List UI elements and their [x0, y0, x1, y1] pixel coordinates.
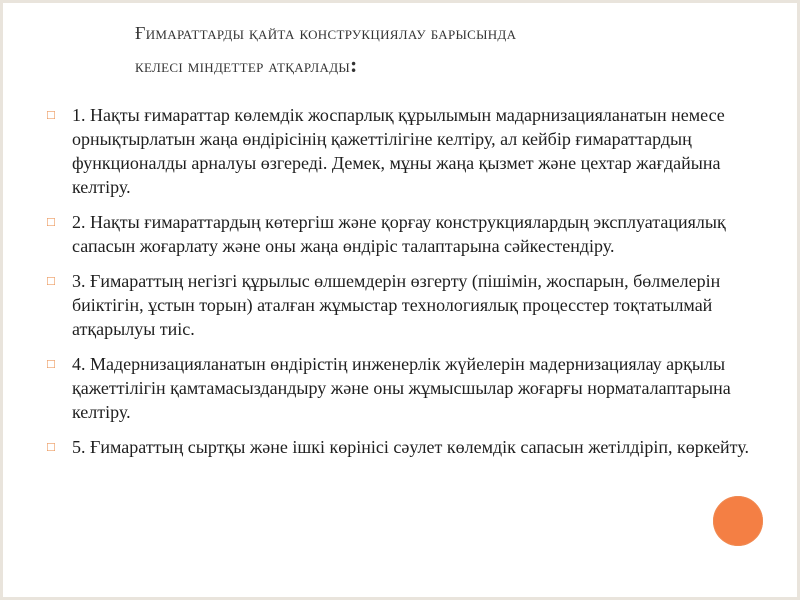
- list-item-text: 2. Нақты ғимараттардың көтергіш және қорғау конструкциялардың эксплуатациялық сапасын жоғарлату және оны жаңа өндіріс талаптарына сәйкестендіру.: [72, 212, 726, 256]
- slide-title-colon: :: [350, 52, 358, 77]
- bullet-icon: □: [47, 439, 55, 454]
- slide-title: [135, 18, 735, 82]
- bullet-icon: □: [47, 214, 55, 229]
- task-list: [47, 103, 767, 470]
- list-item: [47, 269, 767, 341]
- bullet-icon: □: [47, 356, 55, 371]
- list-item: [47, 103, 767, 199]
- slide-title-line-2: келесі міндеттер атқарлады: [135, 56, 351, 76]
- list-item-text: 3. Ғимараттың негізгі құрылыс өлшемдерін өзгерту (пішімін, жоспарын, бөлмелерін биіктігін, ұстын торын) аталған жұмыстар технологиялық процесстер тоқтатылмай атқарылуы тиіс.: [72, 271, 721, 339]
- bullet-icon: □: [47, 273, 55, 288]
- slide-title-line-1: Ғимараттарды қайта конструкциялау барысында: [135, 23, 517, 43]
- bullet-icon: □: [47, 107, 55, 122]
- list-item: [47, 352, 767, 424]
- decorative-circle: [713, 496, 763, 546]
- list-item-text: 5. Ғимараттың сыртқы және ішкі көрінісі сәулет көлемдік сапасын жетілдіріп, көркейту.: [72, 437, 750, 457]
- list-item-text: 4. Мадернизацияланатын өндірістің инженерлік жүйелерін мадернизациялау арқылы қажеттілігін қамтамасыздандыру және оны жұмысшылар жоғарғы норматалаптарына келтіру.: [72, 354, 731, 422]
- list-item-text: 1. Нақты ғимараттар көлемдік жоспарлық құрылымын мадарнизацияланатын немесе орнықтырлатын жаңа өндірісінің қажеттілігіне келтіру, ал кейбір ғимараттардың функционалды арналуы өзгереді. Демек, мұны жаңа қызмет және цехтар жағдайына келтіру.: [72, 105, 725, 197]
- list-item: [47, 210, 767, 258]
- slide-border-top: [0, 0, 800, 3]
- slide-border-left: [0, 0, 3, 600]
- list-item: [47, 435, 767, 459]
